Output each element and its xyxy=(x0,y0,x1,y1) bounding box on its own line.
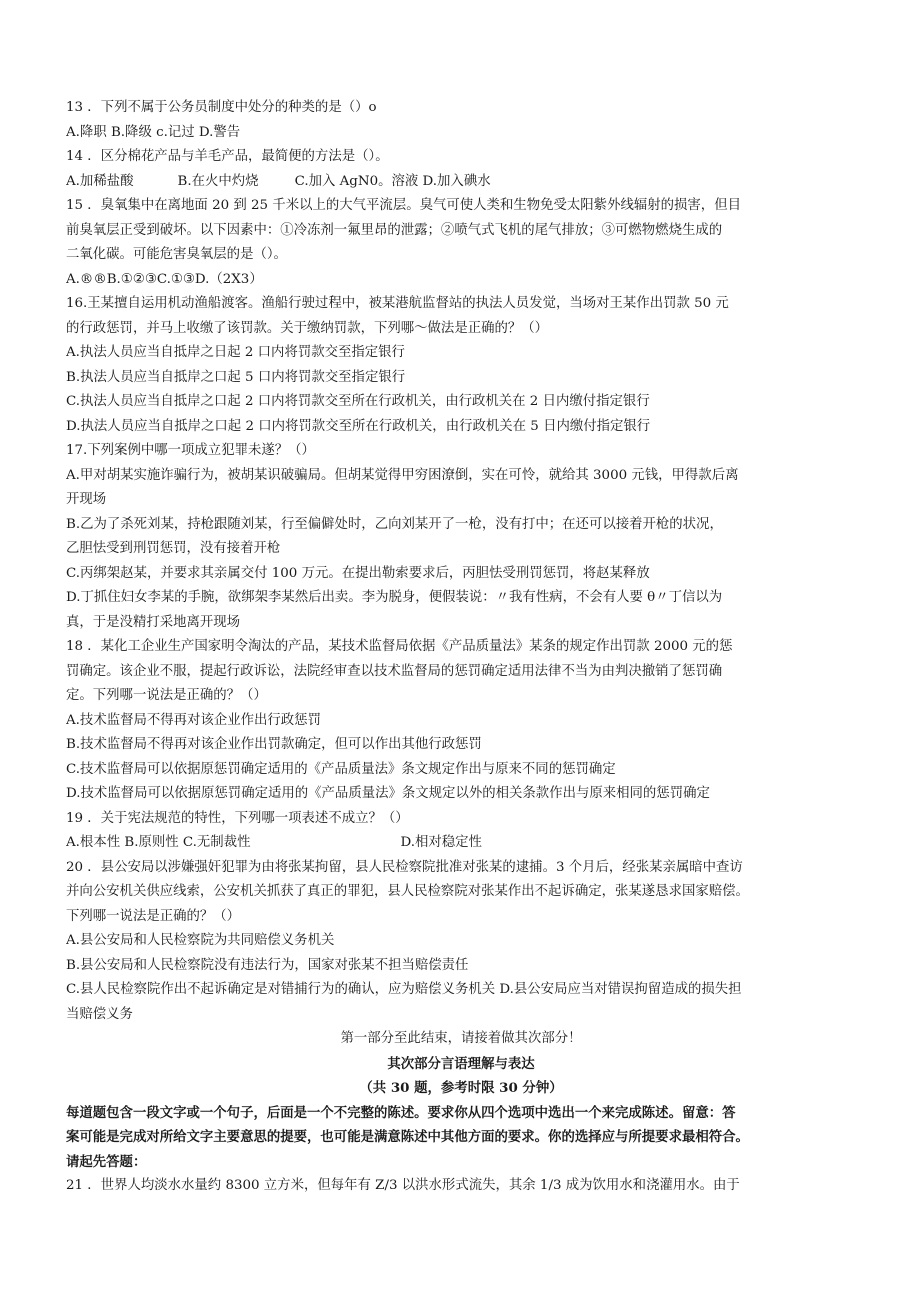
q17-option-d-1: D.丁抓住妇女李某的手腕，欲绑架李某然后出卖。李为脱身，便假装说：〃我有性病，不会有人要 θ〃丁信以为 xyxy=(66,590,723,605)
q17-option-b-1: B.乙为了杀死刘某，持枪跟随刘某，行至偏僻处时，乙向刘某开了一枪，没有打中；在还可以接着开枪的状况， xyxy=(66,516,723,532)
q19-stem: 19 ．关于宪法规范的特性，下列哪一项表述不成立？（） xyxy=(66,810,409,826)
section-instructions xyxy=(66,1101,856,1175)
q15-options: A.®®B.①②③C.①③D.（2X3） xyxy=(66,271,263,287)
q20-option-c-d-1: C.县人民检察院作出不起诉确定是对错捕行为的确认，应为赔偿义务机关 D.县公安局应当对错误拘留造成的损失担 xyxy=(66,982,742,997)
q20-option-a: A.县公安局和人民检察院为共同赔偿义务机关 xyxy=(66,933,335,948)
q18-stem-1: 18 ．某化工企业生产国家明令淘汰的产品，某技术监督局依据《产品质量法》某条的规定作出罚款 2000 元的惩 xyxy=(66,639,733,654)
q18-stem-2: 罚确定。该企业不服，提起行政诉讼，法院经审查以技术监督局的惩罚确定适用法律不当为由判决撤销了惩罚确 xyxy=(66,663,723,679)
q20-stem-1: 20 ．县公安局以涉嫌强奸犯罪为由将张某拘留，县人民检察院批准对张某的逮捕。3 个月后，经张某亲属暗中查访 xyxy=(66,859,743,875)
section-title: 其次部分言语理解与表达 xyxy=(387,1055,535,1072)
q18-option-d: D.技术监督局可以依据原惩罚确定适用的《产品质量法》条文规定以外的相关条款作出与原来相同的惩罚确定 xyxy=(66,786,710,801)
section-instructions-line-2: 案可能是完成对所给文字主要意思的提要，也可能是满意陈述中其他方面的要求。你的选择应与所提要求最相符合。 xyxy=(66,1129,749,1145)
q19-options xyxy=(66,831,856,856)
document-body xyxy=(66,96,856,1199)
q16-stem-1: 16.王某擅自运用机动渔船渡客。渔船行驶过程中，被某港航监督站的执法人员发觉，当场对王某作出罚款 50 元 xyxy=(66,296,729,311)
q17-option-d-2: 真，于是没精打采地离开现场 xyxy=(66,614,241,630)
q18-option-a: A.技术监督局不得再对该企业作出行政惩罚 xyxy=(66,712,321,728)
q14-stem: 14 ．区分棉花产品与羊毛产品，最简便的方法是（）。 xyxy=(66,149,389,164)
q14-option-a: A.加稀盐酸 xyxy=(66,173,134,189)
q17-option-a-2: 开现场 xyxy=(66,492,107,507)
q16-option-d: D.执法人员应当自抵岸之口起 2 口内将罚款交至所在行政机关，由行政机关在 5 日内缴付指定银行 xyxy=(66,418,651,434)
q17-option-b-2: 乙胆怯受到刑罚惩罚，没有接着开枪 xyxy=(66,541,281,556)
section-instructions-line-3: 请起先答题： xyxy=(66,1153,147,1170)
section-instructions-line-1: 每道题包含一段文字或一个句子，后面是一个不完整的陈述。要求你从四个选项中选出一个来完成陈述。留意：答 xyxy=(66,1104,736,1121)
q15-stem-2: 前臭氧层正受到破坏。以下因素中：①冷冻剂一氟里昂的泄露；②喷气式飞机的尾气排放；③可燃物燃烧生成的 xyxy=(66,222,723,238)
q20-stem-2: 并向公安机关供应线索，公安机关抓获了真正的罪犯，县人民检察院对张某作出不起诉确定，张某遂恳求国家赔偿。 xyxy=(66,884,749,899)
q16-option-c: C.执法人员应当自抵岸之口起 2 口内将罚款交至所在行政机关，由行政机关在 2 日内缴付指定银行 xyxy=(66,394,650,409)
section-end-note: 第一部分至此结束，请接着做其次部分！ xyxy=(340,1031,582,1046)
q14-option-cd: C.加入 AgN0。溶液 D.加入碘水 xyxy=(294,173,491,189)
q17-option-a-1: A.甲对胡某实施诈骗行为，被胡某识破骗局。但胡某觉得甲穷困潦倒，实在可怜，就给其 3000 元钱，甲得款后离 xyxy=(66,467,739,483)
q16-option-a: A.执法人员应当自抵岸之日起 2 口内将罚款交至指定银行 xyxy=(66,345,405,360)
q14-option-b: B.在火中灼烧 xyxy=(177,173,259,189)
q17-option-c: C.丙绑架赵某，并要求其亲属交付 100 万元。在提出勒索要求后，丙胆怯受刑罚惩罚，将赵某释放 xyxy=(66,565,650,581)
q16-option-b: B.执法人员应当自抵岸之口起 5 口内将罚款交至指定银行 xyxy=(66,369,406,385)
q13-stem: 13 ．下列不属于公务员制度中处分的种类的是（）o xyxy=(66,100,377,115)
q14-options xyxy=(66,170,856,195)
q19-option-d: D.相对稳定性 xyxy=(400,835,482,850)
q15-stem-1: 15 ．臭氧集中在离地面 20 到 25 千米以上的大气平流层。臭气可使人类和生物免受太阳紫外线辐射的损害，但目 xyxy=(66,198,741,213)
q18-option-c: C.技术监督局可以依据原惩罚确定适用的《产品质量法》条文规定作出与原来不同的惩罚确定 xyxy=(66,761,616,777)
q18-option-b: B.技术监督局不得再对该企业作出罚款确定，但可以作出其他行政惩罚 xyxy=(66,737,482,752)
q18-stem-3: 定。下列哪一说法是正确的？（） xyxy=(66,688,267,703)
q17-stem: 17.下列案例中哪一项成立犯罪未遂？（） xyxy=(66,443,315,458)
q20-option-c-d-2: 当赔偿义务 xyxy=(66,1006,133,1022)
q16-stem-2: 的行政惩罚，并马上收缴了该罚款。关于缴纳罚款，下列哪～做法是正确的？（） xyxy=(66,320,549,336)
q20-option-b: B.县公安局和人民检察院没有违法行为，国家对张某不担当赔偿责任 xyxy=(66,957,469,973)
q21-stem: 21 ．世界人均淡水水量约 8300 立方米，但每年有 Z/3 以洪水形式流失，其余 1/3 成为饮用水和浇灌用水。由于 xyxy=(66,1178,740,1193)
q20-stem-3: 下列哪一说法是正确的？（） xyxy=(66,908,241,924)
q13-options: A.降职 B.降级 c.记过 D.警告 xyxy=(66,124,241,140)
q19-option-abc: A.根本性 B.原则性 C.无制裁性 xyxy=(66,835,251,850)
q15-stem-3: 二氧化碳。可能危害臭氧层的是（）。 xyxy=(66,247,287,262)
section-subtitle: （共 30 题，参考时限 30 分钟） xyxy=(359,1080,563,1096)
